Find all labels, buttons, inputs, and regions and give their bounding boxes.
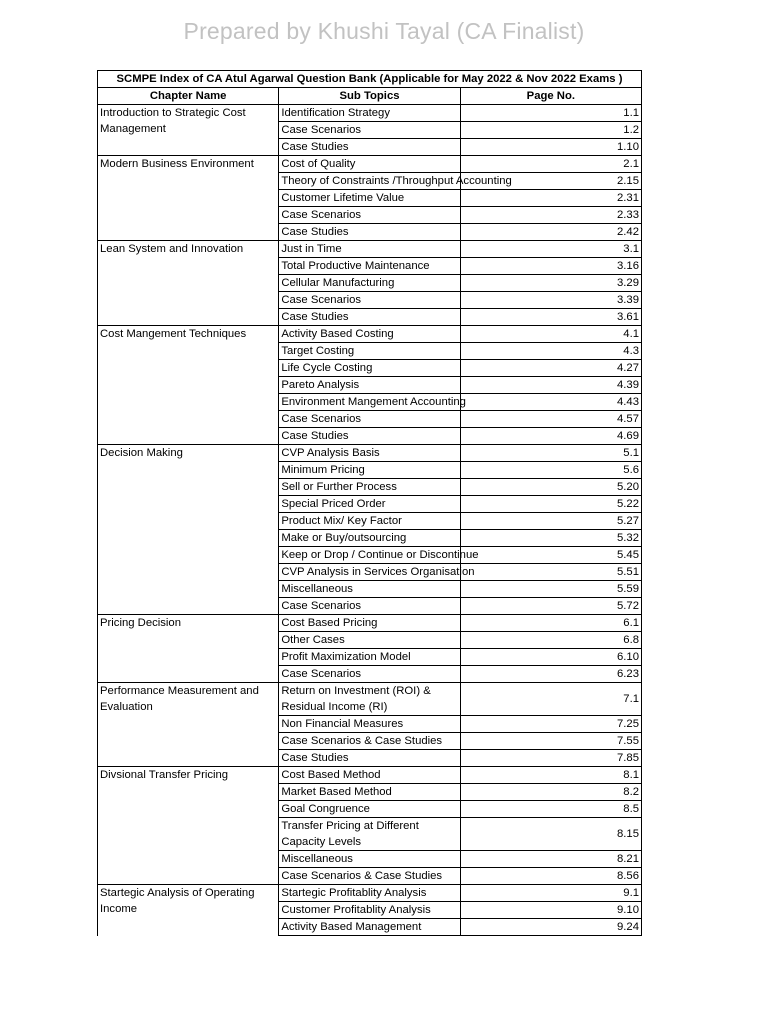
page-number-cell: 2.31: [460, 190, 641, 207]
sub-topic-cell: Market Based Method: [279, 784, 460, 801]
page-number-cell: 6.10: [460, 649, 641, 666]
page-number-cell: 8.21: [460, 851, 641, 868]
page-number-cell: 9.10: [460, 902, 641, 919]
page-number-cell: 3.29: [460, 275, 641, 292]
sub-topic-cell: Case Scenarios: [279, 122, 460, 139]
index-table: [97, 70, 642, 936]
table-row: [98, 105, 642, 122]
sub-topic-cell: Cost Based Pricing: [279, 615, 460, 632]
sub-topic-cell: Miscellaneous: [279, 581, 460, 598]
sub-topic-cell: Activity Based Costing: [279, 326, 460, 343]
sub-topic-cell: Case Studies: [279, 309, 460, 326]
page-number-cell: 9.24: [460, 919, 641, 936]
sub-topic-cell: Profit Maximization Model: [279, 649, 460, 666]
table-row: [98, 683, 642, 716]
sub-topic-cell: Case Scenarios & Case Studies: [279, 868, 460, 885]
sub-topic-cell: Environment Mangement Accounting: [279, 394, 460, 411]
page-number-cell: 5.59: [460, 581, 641, 598]
page-number-cell: 5.51: [460, 564, 641, 581]
page-number-cell: 4.43: [460, 394, 641, 411]
sub-topic-cell: Theory of Constraints /Throughput Accounting: [279, 173, 460, 190]
sub-topic-cell: Minimum Pricing: [279, 462, 460, 479]
page-number-cell: 7.85: [460, 750, 641, 767]
sub-topic-cell: Case Studies: [279, 224, 460, 241]
page-number-cell: 1.2: [460, 122, 641, 139]
page-number-cell: 3.16: [460, 258, 641, 275]
page-number-cell: 3.39: [460, 292, 641, 309]
page-number-cell: 3.61: [460, 309, 641, 326]
sub-topic-cell: Case Scenarios: [279, 666, 460, 683]
sub-topic-cell: Case Scenarios: [279, 292, 460, 309]
sub-topic-cell: Other Cases: [279, 632, 460, 649]
table-row: [98, 326, 642, 343]
sub-topic-cell: Special Priced Order: [279, 496, 460, 513]
page-number-cell: 7.25: [460, 716, 641, 733]
table-row: [98, 156, 642, 173]
chapter-name-cell: Divsional Transfer Pricing: [98, 767, 279, 885]
chapter-name-cell: Cost Mangement Techniques: [98, 326, 279, 445]
sub-topic-cell: Case Scenarios: [279, 411, 460, 428]
table-row: [98, 885, 642, 902]
chapter-name-cell: Lean System and Innovation: [98, 241, 279, 326]
page-number-cell: 5.72: [460, 598, 641, 615]
sub-topic-cell: Transfer Pricing at Different Capacity Levels: [279, 818, 460, 851]
sub-topic-cell: Goal Congruence: [279, 801, 460, 818]
sub-topic-cell: Case Studies: [279, 428, 460, 445]
page-number-cell: 8.1: [460, 767, 641, 784]
table-title: SCMPE Index of CA Atul Agarwal Question Bank (Applicable for May 2022 & Nov 2022 Exams ): [98, 71, 642, 88]
page-number-cell: 2.1: [460, 156, 641, 173]
table-row: [98, 241, 642, 258]
page-number-cell: 4.3: [460, 343, 641, 360]
sub-topic-cell: Case Studies: [279, 750, 460, 767]
sub-topic-cell: Total Productive Maintenance: [279, 258, 460, 275]
sub-topic-cell: Case Scenarios & Case Studies: [279, 733, 460, 750]
header-page-no: Page No.: [460, 88, 641, 105]
page-number-cell: 5.27: [460, 513, 641, 530]
table-body: [98, 105, 642, 936]
sub-topic-cell: Target Costing: [279, 343, 460, 360]
table-row: [98, 445, 642, 462]
chapter-name-cell: Startegic Analysis of Operating Income: [98, 885, 279, 936]
chapter-name-cell: Introduction to Strategic Cost Management: [98, 105, 279, 156]
sub-topic-cell: Case Scenarios: [279, 598, 460, 615]
page-number-cell: 2.15: [460, 173, 641, 190]
sub-topic-cell: Non Financial Measures: [279, 716, 460, 733]
page-number-cell: 9.1: [460, 885, 641, 902]
sub-topic-cell: Identification Strategy: [279, 105, 460, 122]
page-number-cell: 5.22: [460, 496, 641, 513]
sub-topic-cell: Life Cycle Costing: [279, 360, 460, 377]
sub-topic-cell: Pareto Analysis: [279, 377, 460, 394]
sub-topic-cell: Sell or Further Process: [279, 479, 460, 496]
sub-topic-cell: Cost Based Method: [279, 767, 460, 784]
header-chapter-name: Chapter Name: [98, 88, 279, 105]
page-number-cell: 7.55: [460, 733, 641, 750]
watermark-text: Prepared by Khushi Tayal (CA Finalist): [183, 18, 585, 44]
chapter-name-cell: Pricing Decision: [98, 615, 279, 683]
sub-topic-cell: Return on Investment (ROI) & Residual Income (RI): [279, 683, 460, 716]
chapter-name-cell: Decision Making: [98, 445, 279, 615]
sub-topic-cell: Cellular Manufacturing: [279, 275, 460, 292]
sub-topic-cell: Product Mix/ Key Factor: [279, 513, 460, 530]
sub-topic-cell: Just in Time: [279, 241, 460, 258]
sub-topic-cell: Make or Buy/outsourcing: [279, 530, 460, 547]
sub-topic-cell: Case Studies: [279, 139, 460, 156]
page-number-cell: 5.32: [460, 530, 641, 547]
page-number-cell: 8.2: [460, 784, 641, 801]
page-number-cell: 2.42: [460, 224, 641, 241]
sub-topic-cell: Startegic Profitablity Analysis: [279, 885, 460, 902]
table-header-row: [98, 88, 642, 105]
sub-topic-cell: Miscellaneous: [279, 851, 460, 868]
sub-topic-cell: Keep or Drop / Continue or Discontinue: [279, 547, 460, 564]
sub-topic-cell: Case Scenarios: [279, 207, 460, 224]
page-number-cell: 2.33: [460, 207, 641, 224]
header-sub-topics: Sub Topics: [279, 88, 460, 105]
table-row: [98, 615, 642, 632]
page-number-cell: 3.1: [460, 241, 641, 258]
page-number-cell: 8.15: [460, 818, 641, 851]
page-number-cell: 7.1: [460, 683, 641, 716]
sub-topic-cell: Customer Profitablity Analysis: [279, 902, 460, 919]
page-number-cell: 4.27: [460, 360, 641, 377]
sub-topic-cell: Activity Based Management: [279, 919, 460, 936]
page-number-cell: 1.10: [460, 139, 641, 156]
page-number-cell: 5.6: [460, 462, 641, 479]
chapter-name-cell: Performance Measurement and Evaluation: [98, 683, 279, 767]
page-number-cell: 6.8: [460, 632, 641, 649]
page-number-cell: 8.56: [460, 868, 641, 885]
sub-topic-cell: CVP Analysis in Services Organisation: [279, 564, 460, 581]
page-number-cell: 1.1: [460, 105, 641, 122]
page-number-cell: 8.5: [460, 801, 641, 818]
chapter-name-cell: Modern Business Environment: [98, 156, 279, 241]
table-row: [98, 767, 642, 784]
sub-topic-cell: CVP Analysis Basis: [279, 445, 460, 462]
page-number-cell: 4.1: [460, 326, 641, 343]
page-number-cell: 4.39: [460, 377, 641, 394]
page-number-cell: 5.1: [460, 445, 641, 462]
page-number-cell: 6.23: [460, 666, 641, 683]
table-title-row: [98, 71, 642, 88]
page-number-cell: 4.69: [460, 428, 641, 445]
page-number-cell: 4.57: [460, 411, 641, 428]
page-number-cell: 5.20: [460, 479, 641, 496]
page-number-cell: 6.1: [460, 615, 641, 632]
page-number-cell: 5.45: [460, 547, 641, 564]
sub-topic-cell: Customer Lifetime Value: [279, 190, 460, 207]
sub-topic-cell: Cost of Quality: [279, 156, 460, 173]
